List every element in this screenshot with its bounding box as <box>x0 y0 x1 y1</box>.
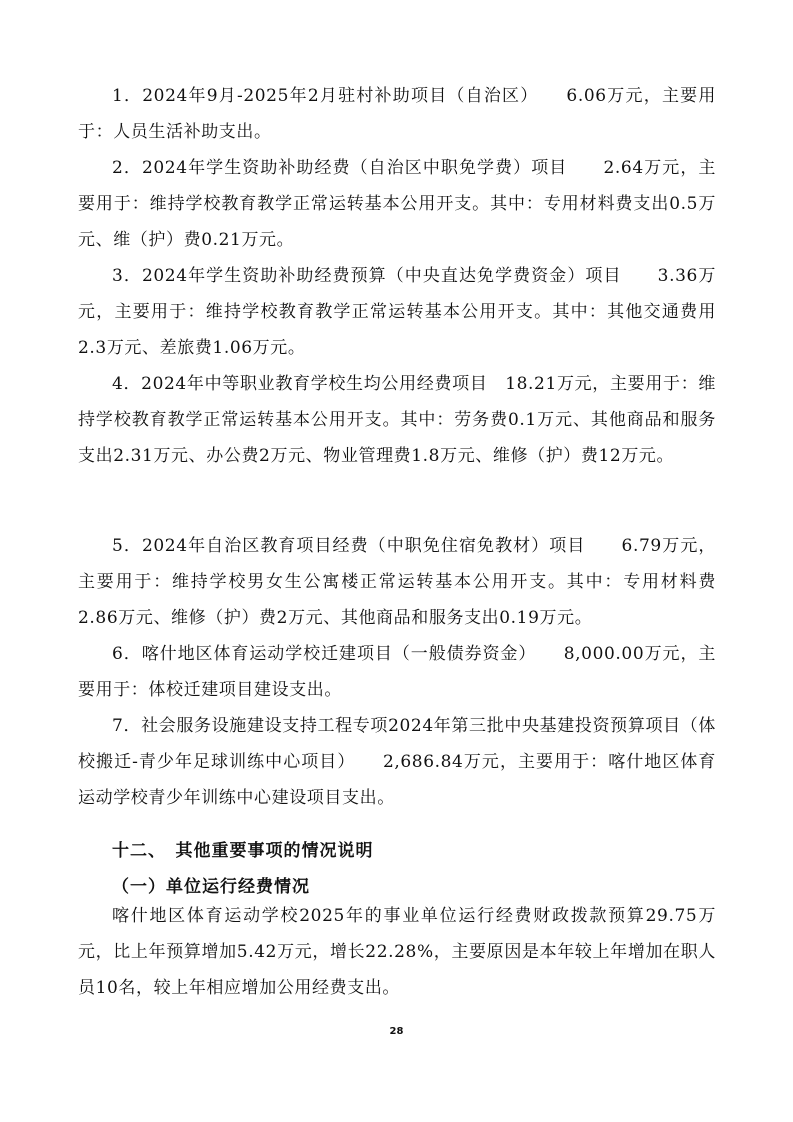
subsection-heading: （一）单位运行经费情况 <box>112 877 310 897</box>
list-item-6: 6．喀什地区体育运动学校迁建项目（一般债券资金） 8,000.00万元，主要用于：体校迁建项目建设支出。 <box>78 644 716 700</box>
list-item-4: 4．2024年中等职业教育学校生均公用经费项目 18.21万元，主要用于：维持学校教育教学正常运转基本公用开支。其中：劳务费0.1万元、其他商品和服务支出2.31万元、办公费2万元、物业管理费1.8万元、维修（护）费12万元。 <box>78 374 716 466</box>
list-item-5: 5．2024年自治区教育项目经费（中职免住宿免教材）项目 6.79万元，主要用于：维持学校男女生公寓楼正常运转基本公用开支。其中：专用材料费2.86万元、维修（护）费2万元、其他商品和服务支出0.19万元。 <box>78 536 716 628</box>
list-item-7: 7．社会服务设施建设支持工程专项2024年第三批中央基建投资预算项目（体校搬迁-青少年足球训练中心项目） 2,686.84万元，主要用于：喀什地区体育运动学校青少年训练中心建设项目支出。 <box>78 716 716 808</box>
page-number: 28 <box>389 1026 404 1037</box>
list-item-1: 1．2024年9月-2025年2月驻村补助项目（自治区） 6.06万元，主要用于：人员生活补助支出。 <box>78 86 716 142</box>
list-item-2: 2．2024年学生资助补助经费（自治区中职免学费）项目 2.64万元，主要用于：维持学校教育教学正常运转基本公用开支。其中：专用材料费支出0.5万元、维（护）费0.21万元。 <box>78 158 716 250</box>
section-heading: 十二、 其他重要事项的情况说明 <box>112 841 374 861</box>
body-paragraph: 喀什地区体育运动学校2025年的事业单位运行经费财政拨款预算29.75万元，比上年预算增加5.42万元，增长22.28%，主要原因是本年较上年增加在职人员10名，较上年相应增加公用经费支出。 <box>78 906 716 998</box>
list-item-3: 3．2024年学生资助补助经费预算（中央直达免学费资金）项目 3.36万元，主要用于：维持学校教育教学正常运转基本公用开支。其中：其他交通费用2.3万元、差旅费1.06万元。 <box>78 266 716 358</box>
